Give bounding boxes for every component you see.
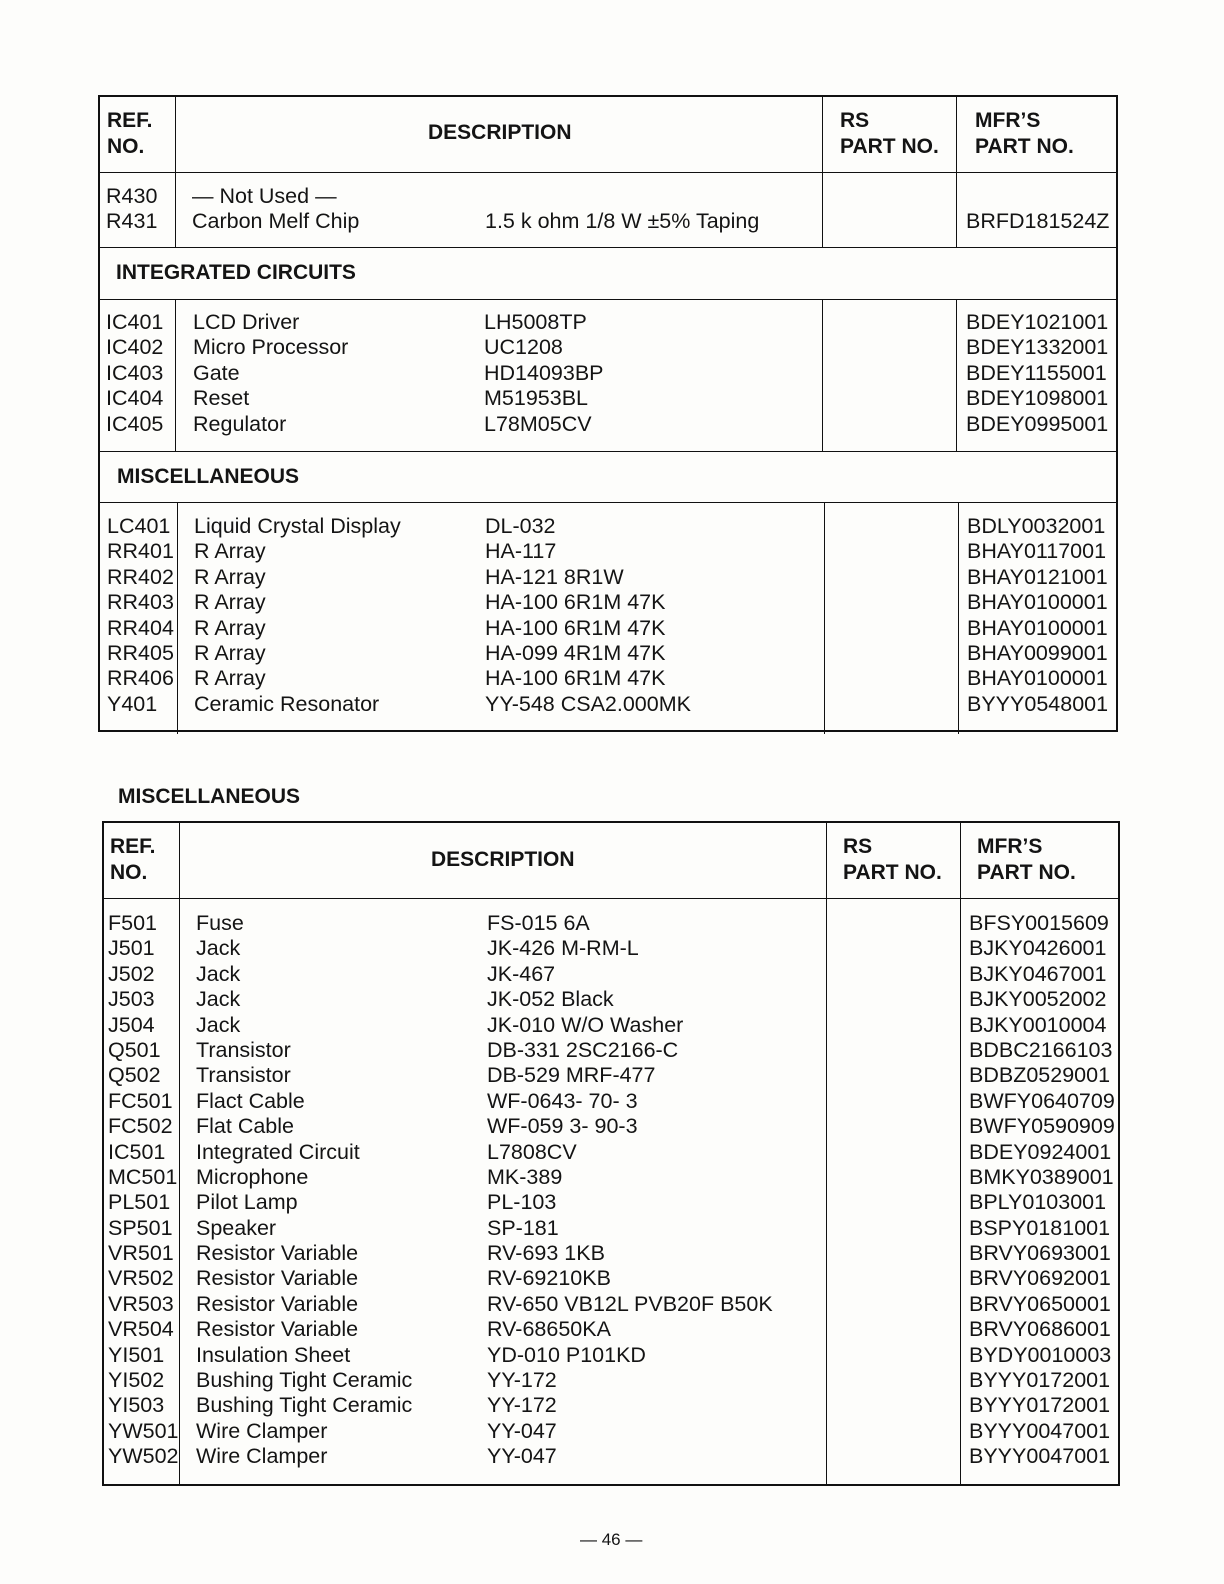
section-title-miscellaneous: MISCELLANEOUS — [117, 465, 300, 488]
spec-column: LH5008TP UC1208 HD14093BP M51953BL L78M05CV — [484, 310, 604, 436]
mfr-part-column: BDEY1021001 BDEY1332001 BDEY1155001 BDEY1098001 BDEY0995001 — [966, 310, 1109, 436]
description-column: Fuse Jack Jack Jack Jack Transistor Transistor Flact Cable Flat Cable Integrated Circuit Microphone Pilot Lamp Speaker Resistor Variable Resistor Variable Resistor Variable Resistor Variable Insulation Sheet Bushing Tight Ceramic Bushing Tight Ceramic Wire Clamper Wire Clamper — [196, 911, 413, 1469]
spec-column: FS-015 6A JK-426 M-RM-L JK-467 JK-052 Black JK-010 W/O Washer DB-331 2SC2166-C DB-529 MRF-477 WF-0643- 70- 3 WF-059 3- 90-3 L7808CV MK-389 PL-103 SP-181 RV-693 1KB RV-69210KB RV-650 VB12L PVB20F B50K RV-68650KA YD-010 P101KD YY-172 YY-172 YY-047 YY-047 — [487, 911, 773, 1469]
mfr-part-column: BDLY0032001 BHAY0117001 BHAY0121001 BHAY0100001 BHAY0100001 BHAY0099001 BHAY0100001 BYYY0548001 — [967, 514, 1109, 716]
row-divider — [100, 172, 1116, 173]
row-divider — [100, 502, 1116, 503]
section-title-integrated-circuits: INTEGRATED CIRCUITS — [116, 261, 356, 284]
spec-column: 1.5 k ohm 1/8 W ±5% Taping — [485, 209, 760, 234]
ref-column: LC401 RR401 RR402 RR403 RR404 RR405 RR406 Y401 — [107, 514, 174, 716]
ref-column: IC401 IC402 IC403 IC404 IC405 — [106, 310, 164, 436]
column-divider — [826, 823, 827, 1484]
row-divider — [100, 247, 1116, 248]
header-description: DESCRIPTION — [428, 121, 572, 144]
header-ref-no: REF. NO. — [107, 109, 153, 158]
row-divider — [100, 299, 1116, 300]
column-divider — [822, 299, 823, 451]
column-divider — [960, 823, 961, 1484]
header-mfr-part-no: MFR’S PART NO. — [977, 835, 1076, 884]
description-column: Liquid Crystal Display R Array R Array R Array R Array R Array R Array Ceramic Resonator — [194, 514, 401, 716]
description-column: LCD Driver Micro Processor Gate Reset Regulator — [193, 310, 349, 436]
description-column: — Not Used — Carbon Melf Chip — [192, 184, 360, 234]
column-divider — [177, 502, 178, 734]
column-divider — [824, 502, 825, 734]
page-number: — 46 — — [580, 1530, 643, 1549]
ref-column: F501 J501 J502 J503 J504 Q501 Q502 FC501 FC502 IC501 MC501 PL501 SP501 VR501 VR502 VR503 VR504 YI501 YI502 YI503 YW501 YW502 — [108, 911, 179, 1469]
ref-column: R430 R431 — [106, 184, 158, 234]
row-divider — [100, 451, 1116, 452]
column-divider — [175, 172, 176, 247]
column-divider — [175, 97, 176, 172]
header-rs-part-no: RS PART NO. — [840, 109, 939, 158]
header-mfr-part-no: MFR’S PART NO. — [975, 109, 1074, 158]
header-ref-no: REF. NO. — [110, 835, 156, 884]
column-divider — [958, 502, 959, 734]
header-description: DESCRIPTION — [431, 848, 575, 871]
section-title-miscellaneous-2: MISCELLANEOUS — [118, 785, 301, 808]
mfr-part-column: BFSY0015609 BJKY0426001 BJKY0467001 BJKY0052002 BJKY0010004 BDBC2166103 BDBZ0529001 BWFY0640709 BWFY0590909 BDEY0924001 BMKY0389001 BPLY0103001 BSPY0181001 BRVY0693001 BRVY0692001 BRVY0650001 BRVY0686001 BYDY0010003 BYYY0172001 BYYY0172001 BYYY0047001 BYYY0047001 — [969, 911, 1115, 1469]
spec-column: DL-032 HA-117 HA-121 8R1W HA-100 6R1M 47K HA-100 6R1M 47K HA-099 4R1M 47K HA-100 6R1M 47K YY-548 CSA2.000MK — [485, 514, 691, 716]
mfr-part-column: BRFD181524Z — [966, 209, 1110, 234]
column-divider — [179, 823, 180, 1484]
header-rs-part-no: RS PART NO. — [843, 835, 942, 884]
column-divider — [956, 299, 957, 451]
row-divider — [104, 898, 1118, 899]
column-divider — [175, 299, 176, 451]
